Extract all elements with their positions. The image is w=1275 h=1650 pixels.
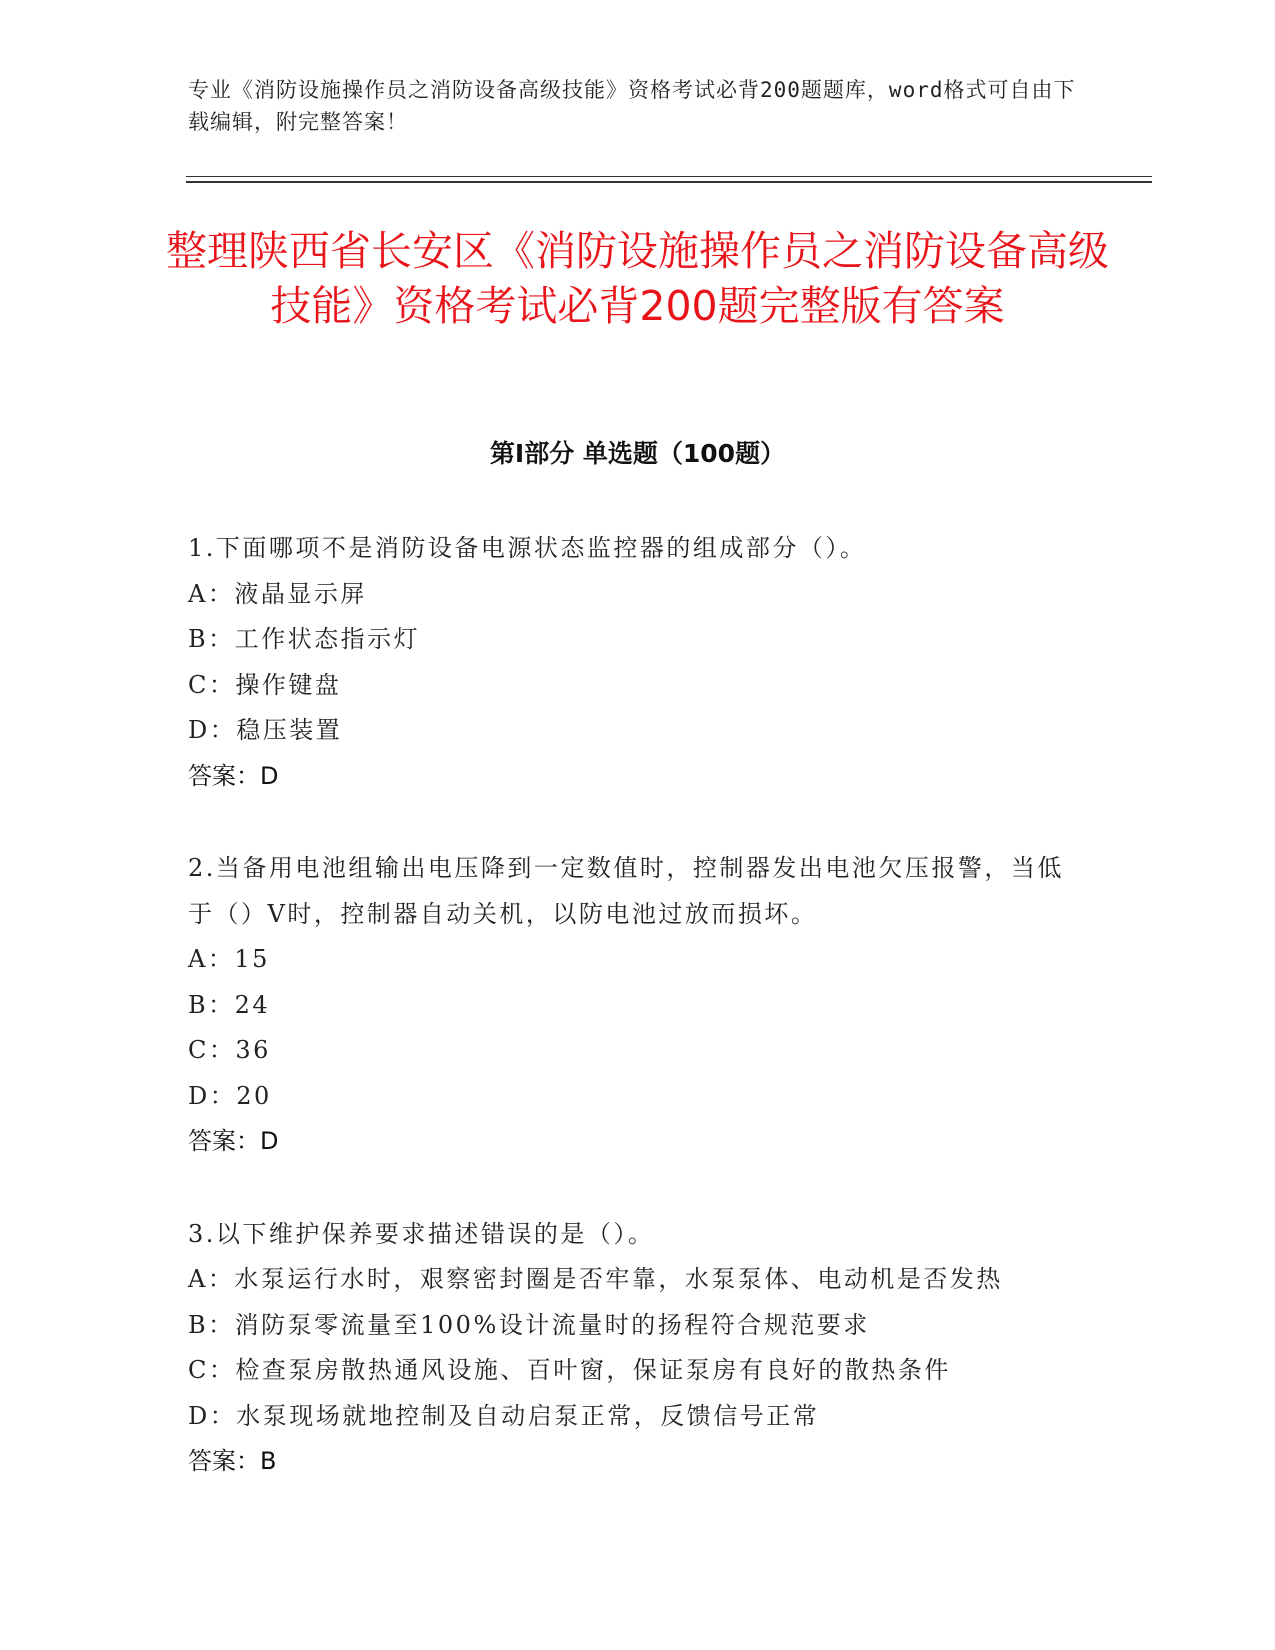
option-b: B：消防泵零流量至100%设计流量时的扬程符合规范要求 xyxy=(188,1310,870,1339)
option-c: C：检查泵房散热通风设施、百叶窗，保证泵房有良好的散热条件 xyxy=(188,1356,951,1384)
question-text: 2.当备用电池组输出电压降到一定数值时，控制器发出电池欠压报警，当低于（）V时，控制器自动关机，以防电池过放而损坏。 xyxy=(188,854,1064,928)
option-d: D：稳压装置 xyxy=(188,716,343,744)
document-title: 整理陕西省长安区《消防设施操作员之消防设备高级技能》资格考试必背200题完整版有答案 xyxy=(166,227,1109,330)
answer-label: 答案：D xyxy=(188,1127,279,1155)
option-c: C：36 xyxy=(188,1036,271,1064)
option-a: A：水泵运行水时，艰察密封圈是否牢靠，水泵泵体、电动机是否发热 xyxy=(188,1265,1003,1293)
option-d: D：水泵现场就地控制及自动启泵正常，反馈信号正常 xyxy=(188,1401,820,1430)
option-b: B：工作状态指示灯 xyxy=(188,625,421,653)
question-item xyxy=(188,526,1088,799)
option-b: B：24 xyxy=(188,990,271,1019)
header-divider-thin xyxy=(186,176,1152,177)
question-text: 1.下面哪项不是消防设备电源状态监控器的组成部分（）。 xyxy=(188,534,867,562)
question-item xyxy=(188,1212,1088,1485)
option-c: C：操作键盘 xyxy=(188,670,342,699)
question-item xyxy=(188,846,1088,1165)
option-d: D：20 xyxy=(188,1081,272,1110)
option-a: A：液晶显示屏 xyxy=(188,579,367,608)
question-list xyxy=(188,526,1088,1532)
header-note: 专业《消防设施操作员之消防设备高级技能》资格考试必背200题题库，word格式可自由下载编辑，附完整答案！ xyxy=(188,78,1076,134)
answer-label: 答案：D xyxy=(188,761,279,790)
header-divider-thick xyxy=(186,181,1152,183)
question-text: 3.以下维护保养要求描述错误的是（）。 xyxy=(188,1219,655,1248)
section-title: 第Ⅰ部分 单选题（100题） xyxy=(489,439,786,468)
option-a: A：15 xyxy=(188,945,270,973)
answer-label: 答案：B xyxy=(188,1447,277,1475)
